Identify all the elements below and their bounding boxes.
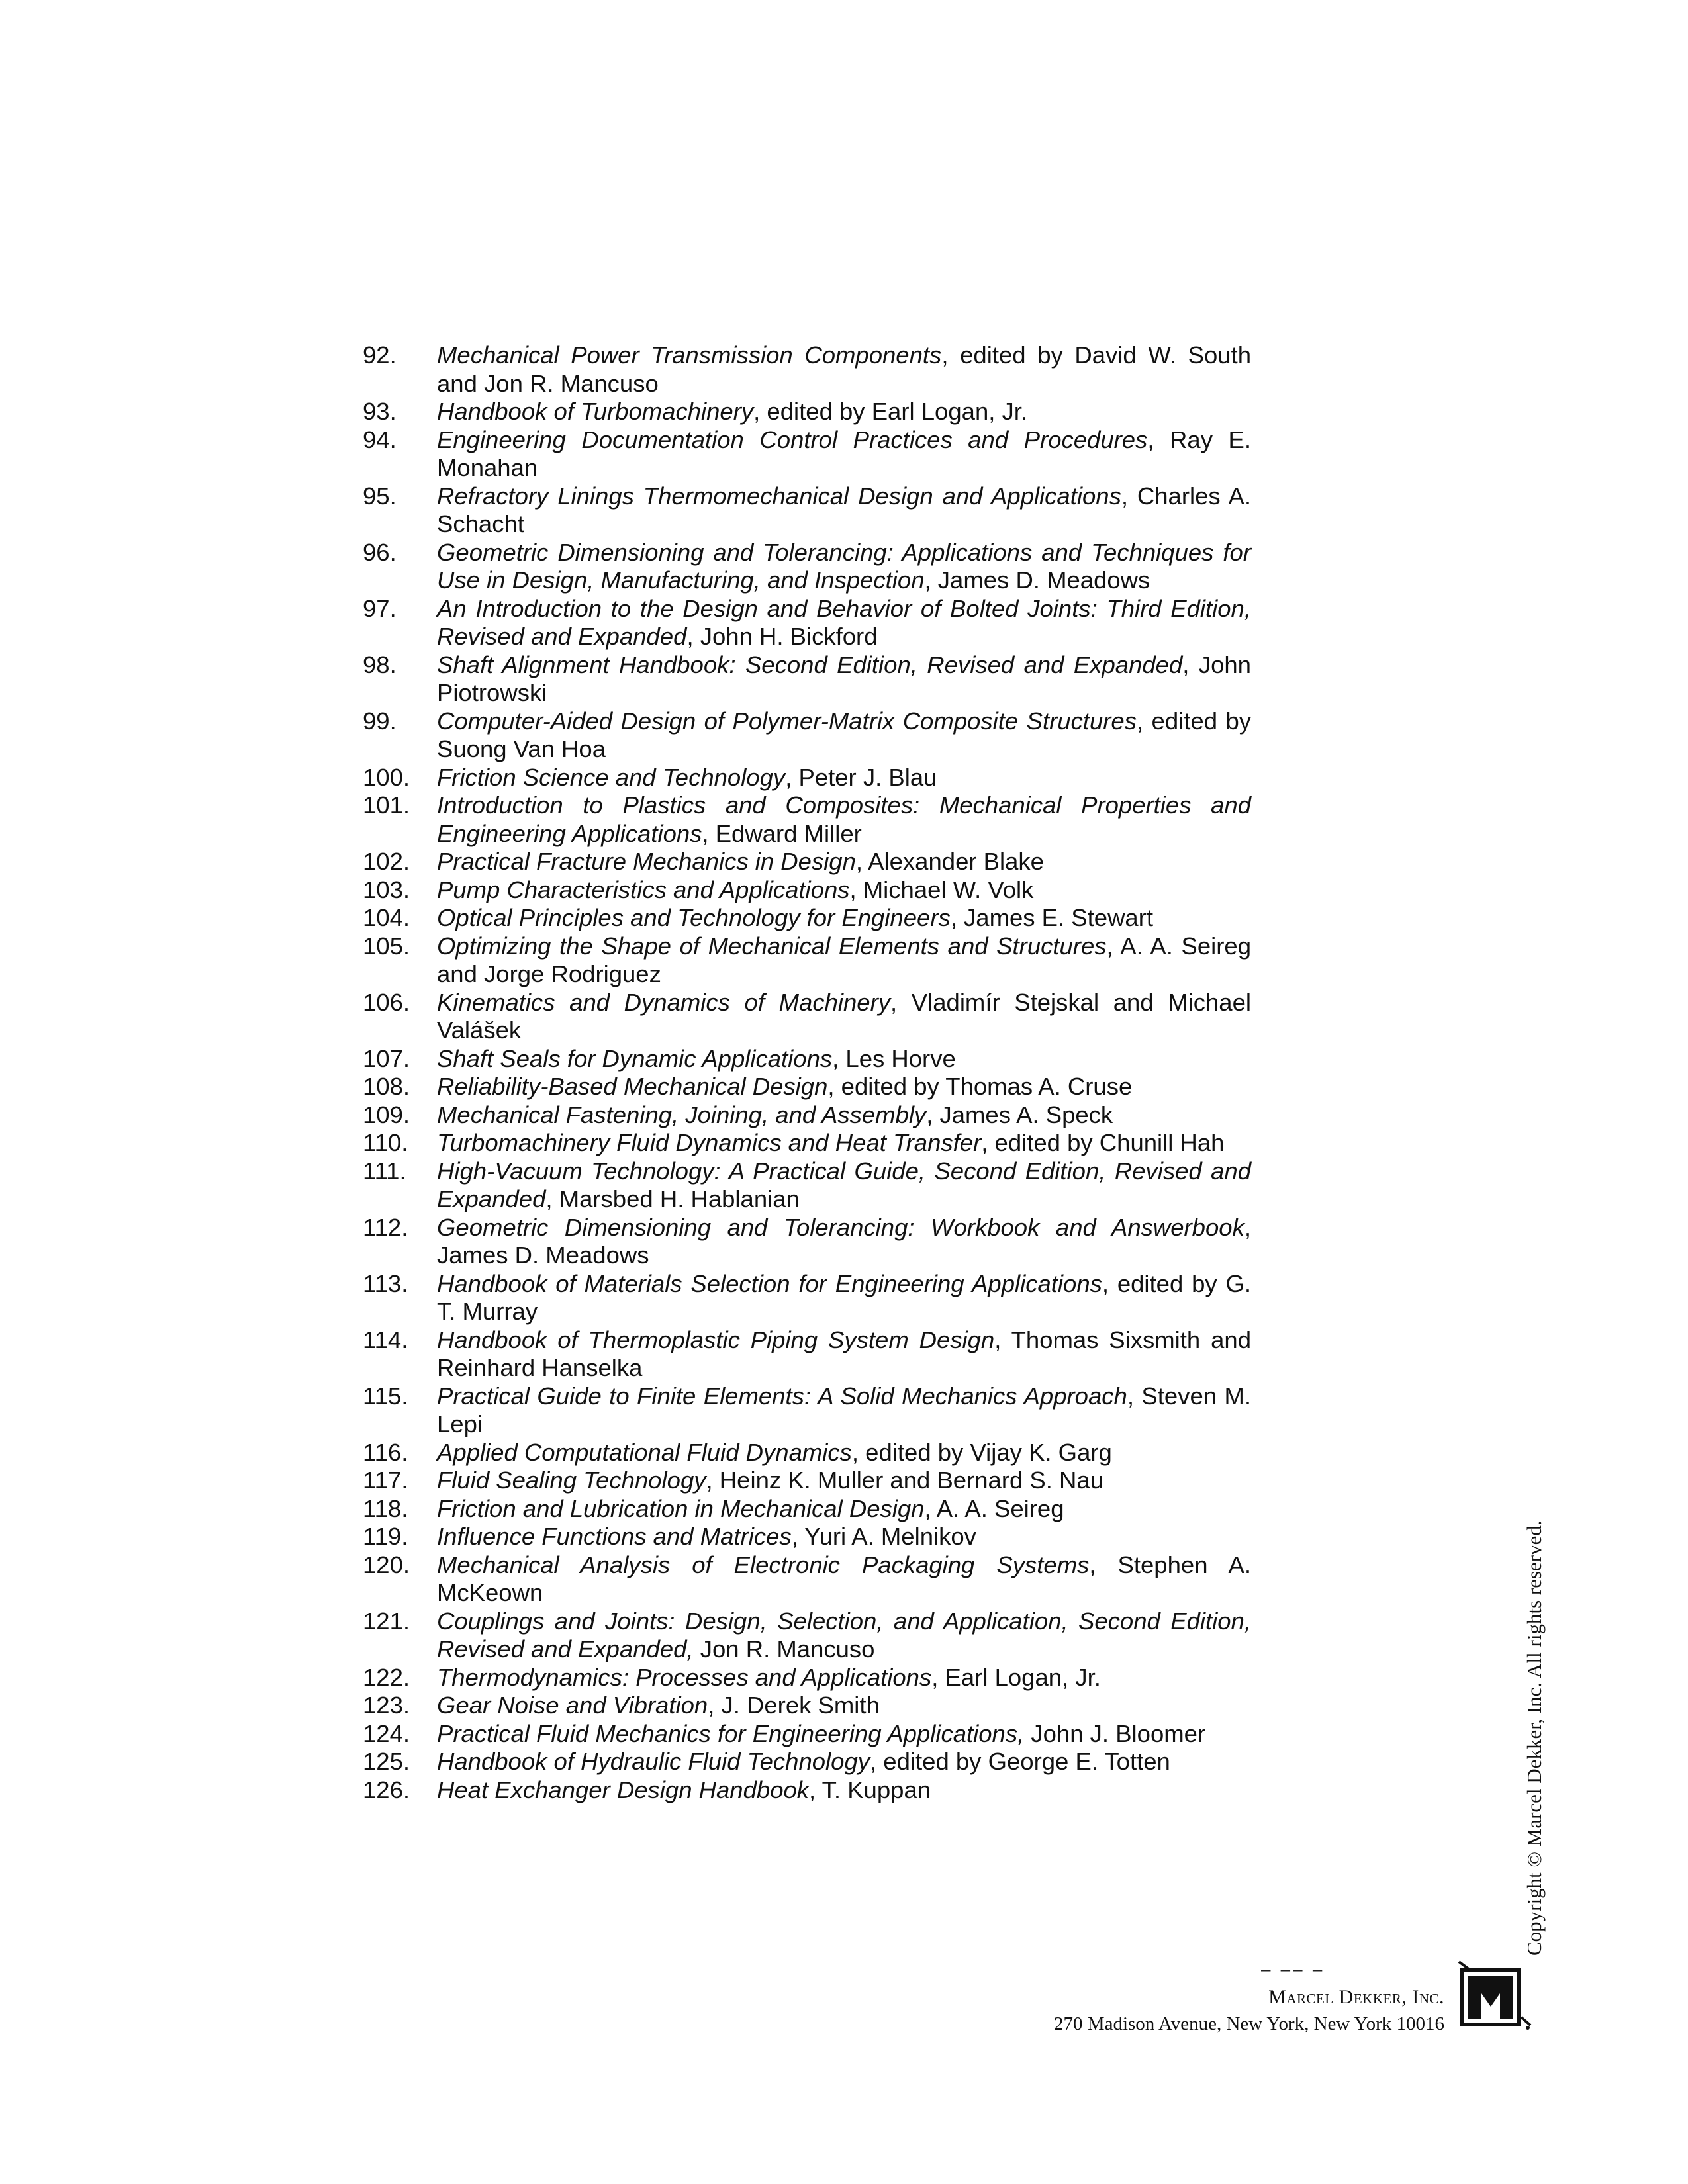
entry-number: 103. — [363, 876, 410, 903]
entry-number: 122. — [363, 1663, 410, 1691]
list-item — [363, 1129, 1251, 1158]
entry-number: 109. — [363, 1101, 410, 1128]
publisher-address: 270 Madison Avenue, New York, New York 10016 — [1054, 2013, 1444, 2034]
entry-title: Friction Science and Technology — [437, 763, 786, 791]
list-item — [363, 707, 1251, 764]
entry-title: Gear Noise and Vibration — [437, 1692, 708, 1719]
entry-author: , Earl Logan, Jr. — [931, 1663, 1101, 1691]
entry-title: Optimizing the Shape of Mechanical Elements and Structures — [437, 932, 1107, 960]
copyright-notice: Copyright © Marcel Dekker, Inc. All rights reserved. — [1523, 1520, 1546, 1956]
entry-author: , A. A. Seireg — [924, 1494, 1064, 1522]
entry-title: Handbook of Thermoplastic Piping System Design — [437, 1326, 995, 1353]
list-item — [363, 1608, 1251, 1664]
entry-title: Introduction to Plastics and Composites: Mechanical Properties and Engineering Applications — [437, 792, 1251, 847]
list-item — [363, 426, 1251, 482]
list-item — [363, 651, 1251, 707]
entry-title: Kinematics and Dynamics of Machinery — [437, 988, 890, 1016]
entry-number: 106. — [363, 988, 410, 1016]
entry-number: 113. — [363, 1269, 408, 1297]
entry-author: , John H. Bickford — [686, 623, 878, 650]
entry-author: , Edward Miller — [702, 819, 862, 847]
entry-title: Engineering Documentation Control Practices and Procedures — [437, 426, 1148, 453]
marcel-dekker-logo-icon — [1456, 1959, 1534, 2030]
entry-author: , Alexander Blake — [855, 848, 1044, 875]
entry-title: Practical Guide to Finite Elements: A Solid Mechanics Approach — [437, 1382, 1127, 1410]
entry-title: Refractory Linings Thermomechanical Design and Applications — [437, 482, 1121, 510]
entry-title: Shaft Alignment Handbook: Second Edition, Revised and Expanded — [437, 651, 1183, 678]
list-item — [363, 1523, 1251, 1551]
publisher-block — [1033, 1984, 1444, 2037]
entry-title: Shaft Seals for Dynamic Applications — [437, 1044, 833, 1072]
entry-title: Couplings and Joints: Design, Selection, and Application, Second Edition, Revised and Expanded, — [437, 1607, 1251, 1662]
entry-author: , Yuri A. Melnikov — [791, 1523, 976, 1550]
entry-author: , T. Kuppan — [809, 1776, 931, 1803]
entry-author: John J. Bloomer — [1024, 1719, 1206, 1747]
entry-author: , Ray E. Monahan — [437, 426, 1251, 481]
list-item — [363, 1692, 1251, 1720]
entry-number: 102. — [363, 848, 410, 875]
entry-author: , Heinz K. Muller and Bernard S. Nau — [706, 1467, 1104, 1494]
entry-number: 110. — [363, 1129, 408, 1156]
entry-number: 118. — [363, 1494, 408, 1522]
entry-author: , James A. Speck — [926, 1101, 1113, 1128]
entry-author: , edited by Suong Van Hoa — [437, 707, 1251, 762]
entry-number: 115. — [363, 1382, 408, 1410]
book-series-list — [363, 341, 1251, 1804]
entry-number: 95. — [363, 482, 397, 510]
entry-number: 101. — [363, 792, 410, 819]
entry-number: 112. — [363, 1213, 408, 1241]
footer-dash: – –– – — [1261, 1959, 1325, 1979]
list-item — [363, 539, 1251, 595]
entry-author: , edited by George E. Totten — [870, 1748, 1170, 1775]
entry-number: 96. — [363, 538, 397, 566]
entry-title: Geometric Dimensioning and Tolerancing: Workbook and Answerbook — [437, 1213, 1244, 1241]
entry-number: 125. — [363, 1748, 410, 1775]
entry-title: Heat Exchanger Design Handbook — [437, 1776, 810, 1803]
entry-number: 114. — [363, 1326, 408, 1353]
entry-author: , edited by Earl Logan, Jr. — [753, 398, 1028, 425]
list-item — [363, 1439, 1251, 1467]
entry-title: Handbook of Hydraulic Fluid Technology — [437, 1748, 870, 1775]
list-item — [363, 1551, 1251, 1608]
entry-author: , edited by Thomas A. Cruse — [827, 1073, 1133, 1100]
entry-number: 108. — [363, 1073, 410, 1100]
entry-author: , J. Derek Smith — [708, 1692, 880, 1719]
entry-title: Geometric Dimensioning and Tolerancing: Applications and Techniques for Use in Design, Manufacturing, and Inspection — [437, 538, 1251, 594]
entry-title: Optical Principles and Technology for Engineers — [437, 904, 951, 931]
entry-author: , Charles A. Schacht — [437, 482, 1251, 537]
entry-author: , Marsbed H. Hablanian — [545, 1185, 800, 1212]
list-item — [363, 398, 1251, 426]
entry-author: , Vladimír Stejskal and Michael Valášek — [437, 988, 1252, 1044]
entry-number: 98. — [363, 651, 397, 678]
entry-number: 92. — [363, 341, 397, 369]
entry-title: An Introduction to the Design and Behavior of Bolted Joints: Third Edition, Revised and Expanded — [437, 594, 1251, 650]
entry-title: Turbomachinery Fluid Dynamics and Heat Transfer — [437, 1129, 982, 1156]
entry-number: 117. — [363, 1467, 408, 1494]
list-item — [363, 792, 1251, 848]
list-item — [363, 1495, 1251, 1524]
entry-author: , Peter J. Blau — [785, 763, 937, 791]
entry-number: 124. — [363, 1719, 410, 1747]
list-item — [363, 341, 1251, 398]
entry-author: , A. A. Seireg and Jorge Rodriguez — [437, 932, 1251, 987]
entry-author: , Thomas Sixsmith and Reinhard Hanselka — [437, 1326, 1251, 1381]
entry-number: 107. — [363, 1044, 410, 1072]
list-item — [363, 1101, 1251, 1130]
entry-number: 94. — [363, 426, 397, 453]
list-item — [363, 1158, 1251, 1214]
entry-author: , James D. Meadows — [924, 567, 1150, 594]
entry-number: 97. — [363, 594, 397, 622]
entry-title: Mechanical Fastening, Joining, and Assembly — [437, 1101, 927, 1128]
entry-author: , edited by Vijay K. Garg — [851, 1438, 1112, 1466]
list-item — [363, 989, 1251, 1045]
list-item — [363, 764, 1251, 792]
entry-number: 100. — [363, 763, 410, 791]
entry-number: 99. — [363, 707, 397, 735]
entry-author: , edited by G. T. Murray — [437, 1269, 1252, 1325]
list-item — [363, 1270, 1251, 1326]
entry-number: 116. — [363, 1438, 408, 1466]
list-item — [363, 1748, 1251, 1776]
entry-author: , Michael W. Volk — [849, 876, 1034, 903]
entry-title: Mechanical Analysis of Electronic Packaging Systems — [437, 1551, 1090, 1578]
list-item — [363, 1073, 1251, 1101]
entry-title: Pump Characteristics and Applications — [437, 876, 850, 903]
entry-number: 119. — [363, 1523, 408, 1550]
entry-number: 111. — [363, 1157, 406, 1185]
entry-title: Computer-Aided Design of Polymer-Matrix Composite Structures — [437, 707, 1137, 735]
list-item — [363, 933, 1251, 989]
entry-author: , James D. Meadows — [437, 1213, 1251, 1269]
entry-title: High-Vacuum Technology: A Practical Guide, Second Edition, Revised and Expanded — [437, 1157, 1251, 1212]
entry-author: , Steven M. Lepi — [437, 1382, 1251, 1437]
list-item — [363, 1467, 1251, 1495]
entry-number: 93. — [363, 398, 397, 425]
entry-title: Influence Functions and Matrices — [437, 1523, 792, 1550]
entry-author: Jon R. Mancuso — [693, 1635, 875, 1662]
list-item — [363, 1326, 1251, 1383]
entry-title: Mechanical Power Transmission Components — [437, 341, 942, 369]
entry-number: 104. — [363, 904, 410, 931]
entry-author: , Les Horve — [832, 1044, 956, 1072]
entry-title: Applied Computational Fluid Dynamics — [437, 1438, 852, 1466]
entry-author: , John Piotrowski — [437, 651, 1251, 706]
entry-number: 123. — [363, 1692, 410, 1719]
list-item — [363, 1664, 1251, 1692]
entry-title: Thermodynamics: Processes and Applications — [437, 1663, 932, 1691]
entry-title: Fluid Sealing Technology — [437, 1467, 706, 1494]
entry-number: 120. — [363, 1551, 410, 1578]
list-item — [363, 848, 1251, 876]
entry-title: Practical Fracture Mechanics in Design — [437, 848, 856, 875]
list-item — [363, 482, 1251, 539]
entry-title: Handbook of Turbomachinery — [437, 398, 754, 425]
entry-number: 126. — [363, 1776, 410, 1803]
entry-author: , edited by David W. South and Jon R. Mancuso — [437, 341, 1251, 397]
entry-author: , Stephen A. McKeown — [437, 1551, 1251, 1606]
entry-number: 105. — [363, 932, 410, 960]
entry-title: Reliability-Based Mechanical Design — [437, 1073, 828, 1100]
list-item — [363, 1383, 1251, 1439]
list-item — [363, 1776, 1251, 1805]
publisher-name: Marcel Dekker, Inc. — [1268, 1986, 1444, 2008]
entry-title: Practical Fluid Mechanics for Engineering Applications, — [437, 1719, 1025, 1747]
list-item — [363, 904, 1251, 933]
entry-title: Handbook of Materials Selection for Engineering Applications — [437, 1269, 1102, 1297]
entry-title: Friction and Lubrication in Mechanical Design — [437, 1494, 925, 1522]
list-item — [363, 1720, 1251, 1749]
entry-author: , James E. Stewart — [950, 904, 1154, 931]
entry-number: 121. — [363, 1607, 410, 1635]
list-item — [363, 876, 1251, 905]
list-item — [363, 1045, 1251, 1073]
list-item — [363, 1214, 1251, 1270]
entry-author: , edited by Chunill Hah — [981, 1129, 1225, 1156]
list-item — [363, 595, 1251, 651]
